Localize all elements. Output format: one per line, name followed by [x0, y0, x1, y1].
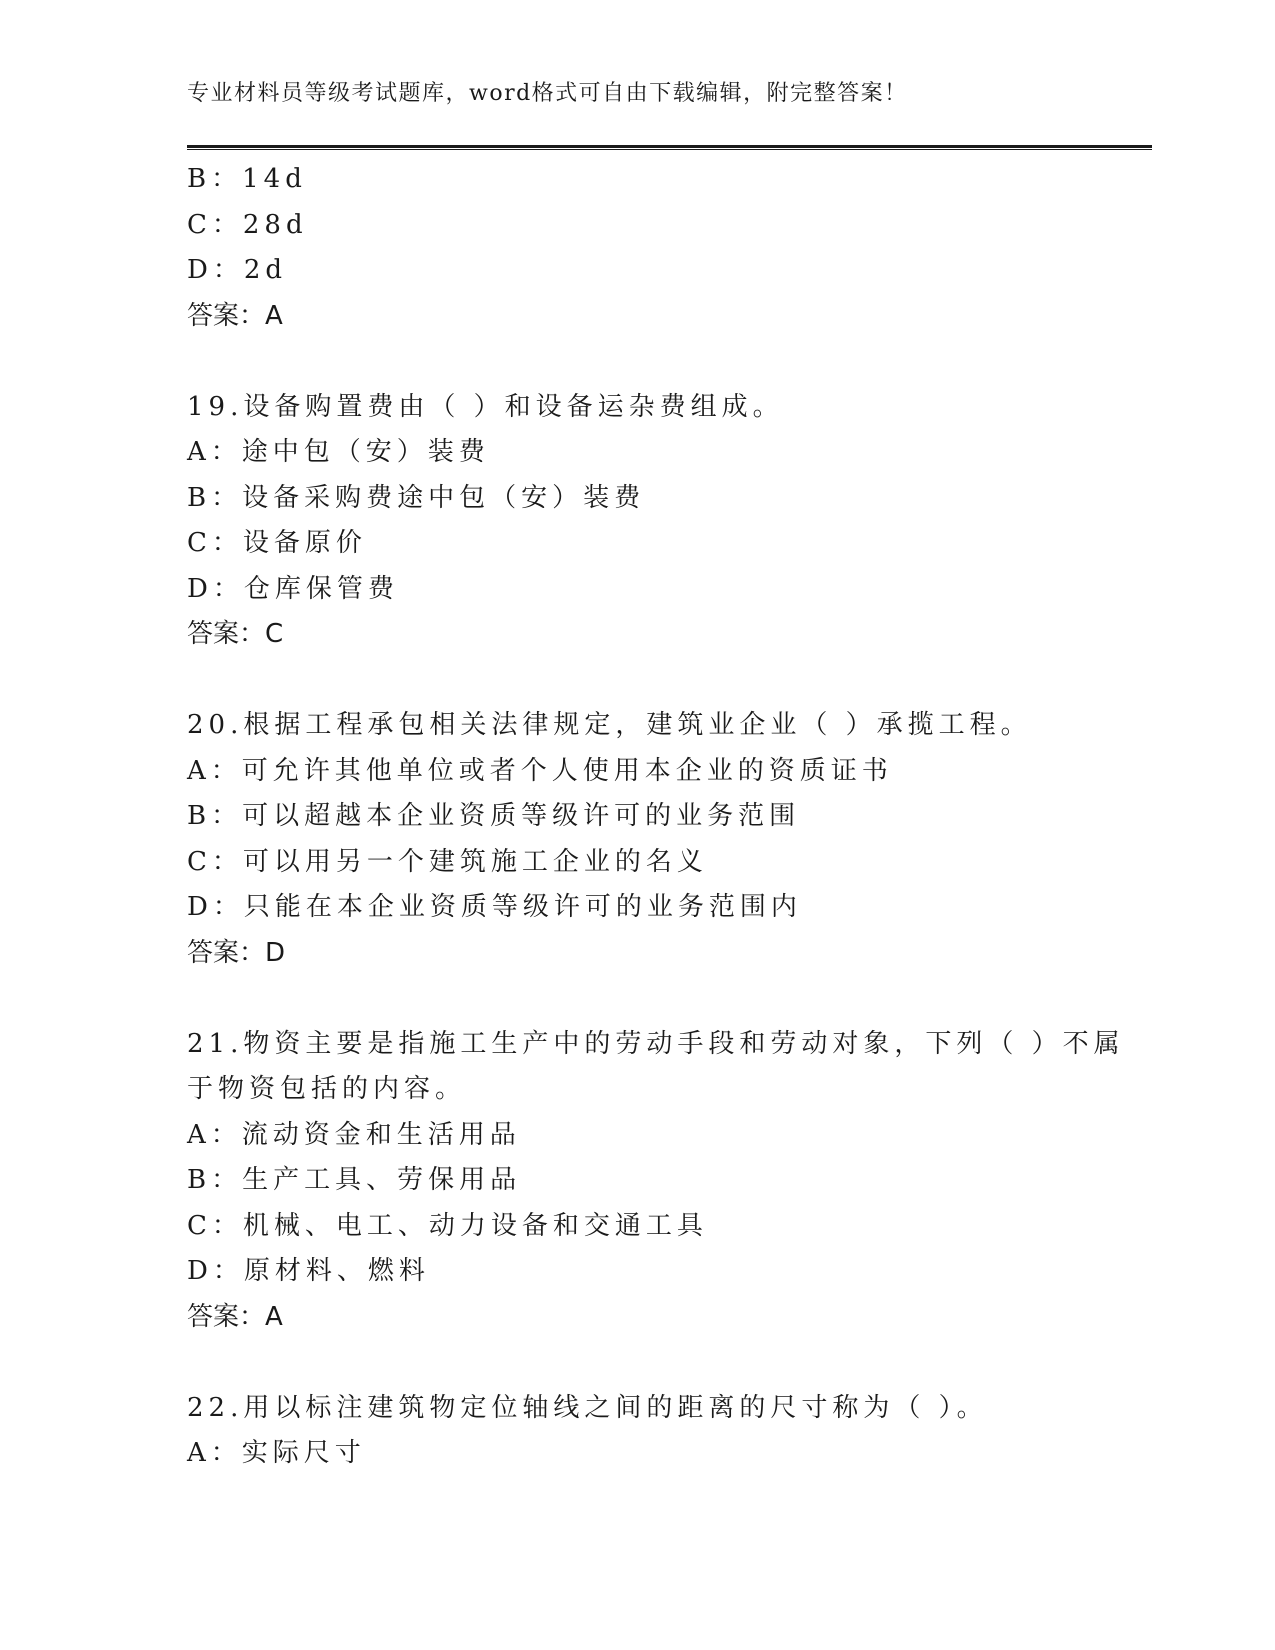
answer: 答案：A [187, 300, 283, 331]
option-c: C：可以用另一个建筑施工企业的名义 [187, 846, 708, 877]
option-a: A：途中包（安）装费 [187, 437, 490, 467]
question-20 [187, 703, 1117, 976]
option-a: A：可允许其他单位或者个人使用本企业的资质证书 [187, 755, 893, 786]
question-stem: 20.根据工程承包相关法律规定，建筑业企业（ ）承揽工程。 [187, 710, 1032, 740]
answer: 答案：D [187, 937, 286, 968]
answer: 答案：C [187, 619, 284, 649]
spacer [187, 658, 1117, 704]
question-22 [187, 1386, 1117, 1477]
option-b: B：生产工具、劳保用品 [187, 1165, 522, 1195]
option-d: D：2d [187, 255, 288, 285]
page-header: 专业材料员等级考试题库，word格式可自由下载编辑，附完整答案！ [187, 81, 908, 106]
question-stem-line-1: 21.物资主要是指施工生产中的劳动手段和劳动对象，下列（ ）不属 [187, 1028, 1125, 1059]
option-a: A：实际尺寸 [187, 1438, 366, 1468]
spacer [187, 1340, 1117, 1386]
option-a: A：流动资金和生活用品 [187, 1119, 521, 1150]
option-d: D：仓库保管费 [187, 573, 399, 604]
spacer [187, 339, 1117, 385]
option-c: C：28d [187, 209, 308, 240]
question-18-tail [187, 157, 1117, 339]
answer: 答案：A [187, 1301, 283, 1332]
option-d: D：只能在本企业资质等级许可的业务范围内 [187, 892, 802, 922]
option-c: C：机械、电工、动力设备和交通工具 [187, 1210, 708, 1241]
question-stem: 19.设备购置费由（ ）和设备运杂费组成。 [187, 391, 784, 422]
question-stem: 22.用以标注建筑物定位轴线之间的距离的尺寸称为（ ）。 [187, 1392, 988, 1423]
option-c: C：设备原价 [187, 528, 367, 558]
option-b: B：14d [187, 164, 307, 194]
question-19 [187, 385, 1117, 658]
header-divider [187, 145, 1152, 150]
question-21 [187, 1022, 1125, 1341]
option-d: D：原材料、燃料 [187, 1256, 430, 1286]
question-list [187, 157, 1125, 1477]
question-stem-line-2: 于物资包括的内容。 [187, 1074, 467, 1104]
spacer [187, 976, 1117, 1022]
option-b: B：可以超越本企业资质等级许可的业务范围 [187, 801, 801, 831]
option-b: B：设备采购费途中包（安）装费 [187, 482, 646, 513]
